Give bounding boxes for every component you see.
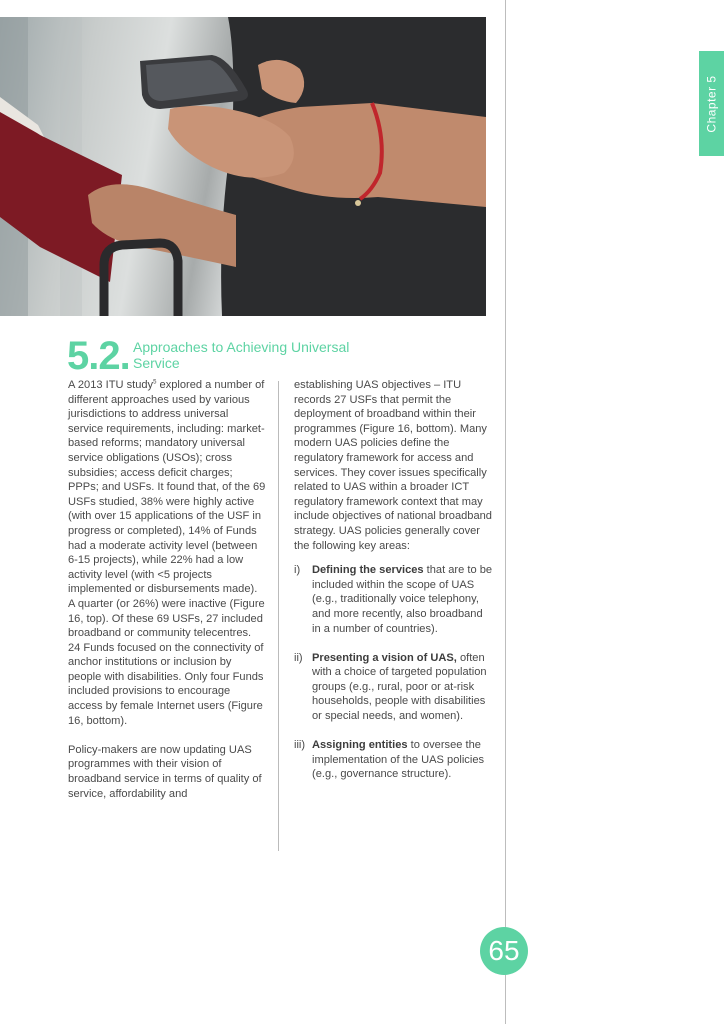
page-divider-line <box>505 0 506 1024</box>
body-paragraph: A 2013 ITU study$^5$ explored a number of different approaches used by various jurisdictions to address universal service requirements, including: market-based reforms; mandatory universal service obligations (USOs); cross subsidies; access deficit charges; PPPs; and USFs. It found that, of the 69 USFs studied, 38% were highly active (with over 15 applications of the USF in progress or completed), 14% of Funds had a moderate activity level (between 6-15 projects), while 22% had a low activity level (with <5 projects implemented or disbursements made). A quarter (or 26%) were inactive (Figure 16, top). Of these 69 USFs, 27 included broadband or community telecentres. 24 Funds focused on the connectivity of anchor institutions or inclusion by people with disabilities. Only four Funds included provisions to encourage access by female Internet users (Figure 16, bottom). <box>68 379 266 727</box>
right-column <box>294 378 494 782</box>
footnote-ref: 5 <box>153 379 157 386</box>
list-item <box>294 651 494 724</box>
person-with-smartphone-image <box>0 17 486 316</box>
list-item-heading: Defining the services <box>312 564 424 577</box>
list-item-text: that are to be included within the scope of UAS (e.g., traditionally voice telephony, and more recently, also broadband in a number of countries). <box>312 564 493 635</box>
page-number: 65 <box>480 927 528 975</box>
left-column <box>68 378 266 801</box>
list-marker: ii) <box>294 651 303 664</box>
list-marker: iii) <box>294 739 306 752</box>
list-item-heading: Presenting a vision of UAS, <box>312 651 457 664</box>
list-item-text: often with a choice of targeted population groups (e.g., rural, poor or at-risk households, people with disabilities or special needs, and women). <box>312 651 487 723</box>
chapter-tab <box>699 51 724 156</box>
list-item <box>294 738 494 782</box>
chapter-tab-label: Chapter 5 <box>704 74 719 133</box>
list-marker: i) <box>294 564 301 577</box>
list-item <box>294 563 494 636</box>
section-title: Approaches to Achieving Universal Service <box>133 339 350 371</box>
list-item-text: to oversee the implementation of the UAS policies (e.g., governance structure). <box>312 739 485 781</box>
column-separator <box>278 381 279 851</box>
key-areas-list <box>294 563 494 782</box>
body-paragraph: establishing UAS objectives – ITU records 27 USFs that permit the deployment of broadband within their programmes (Figure 16, bottom). Many modern UAS policies define the regulatory framework for access and services. They cover issues specifically related to UAS within a broader ICT regulatory framework context that may include objectives of national broadband strategy. UAS policies generally cover the following key areas: <box>294 379 492 552</box>
hero-photo <box>0 17 486 316</box>
section-number: 5.2. <box>67 334 130 378</box>
body-paragraph: Policy-makers are now updating UAS programmes with their vision of broadband service in terms of quality of service, affordability and <box>68 743 262 800</box>
list-item-heading: Assigning entities <box>312 739 408 752</box>
